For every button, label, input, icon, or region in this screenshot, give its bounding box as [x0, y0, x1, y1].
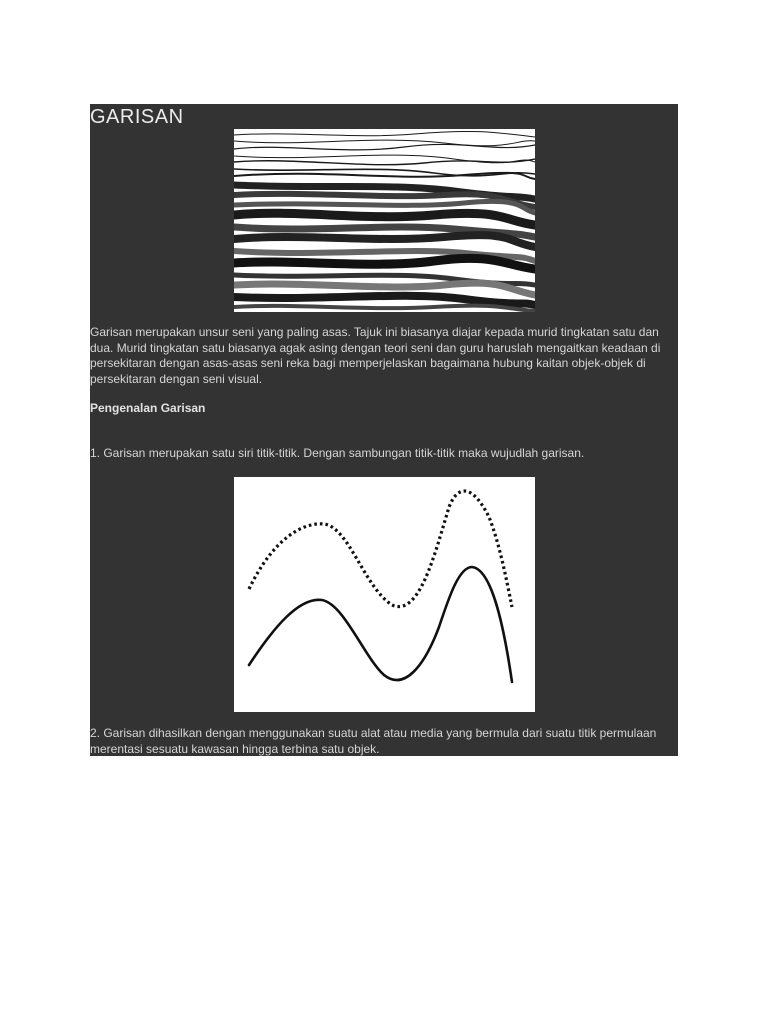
dotted-and-solid-curves-drawing: [234, 477, 535, 712]
curves-illustration: [234, 477, 535, 712]
lines-illustration: [234, 129, 535, 312]
point-one-text: 1. Garisan merupakan satu siri titik-titik. Dengan sambungan titik-titik maka wujudlah garisan.: [90, 446, 585, 460]
intro-paragraph: Garisan merupakan unsur seni yang paling asas. Tajuk ini biasanya diajar kepada murid tingkatan satu dan dua. Murid tingkatan satu biasanya agak asing dengan teori seni dan guru haruslah mengaitkan keadaan di persekitaran dengan asas-asas seni reka bagi memperjelaskan bagaimana hubung kaitan objek-objek di persekitaran dengan seni visual.: [90, 325, 661, 386]
point-two-text: 2. Garisan dihasilkan dengan menggunakan suatu alat atau media yang bermula dari suatu titik permulaan merentasi sesuatu kawasan hingga terbina satu objek.: [90, 726, 657, 756]
section-subheading: Pengenalan Garisan: [90, 401, 206, 415]
dotted-curve: [249, 491, 512, 607]
solid-curve: [249, 567, 512, 682]
wavy-lines-drawing: [234, 129, 535, 312]
document-block: [90, 104, 678, 756]
page-title: GARISAN: [90, 106, 184, 128]
